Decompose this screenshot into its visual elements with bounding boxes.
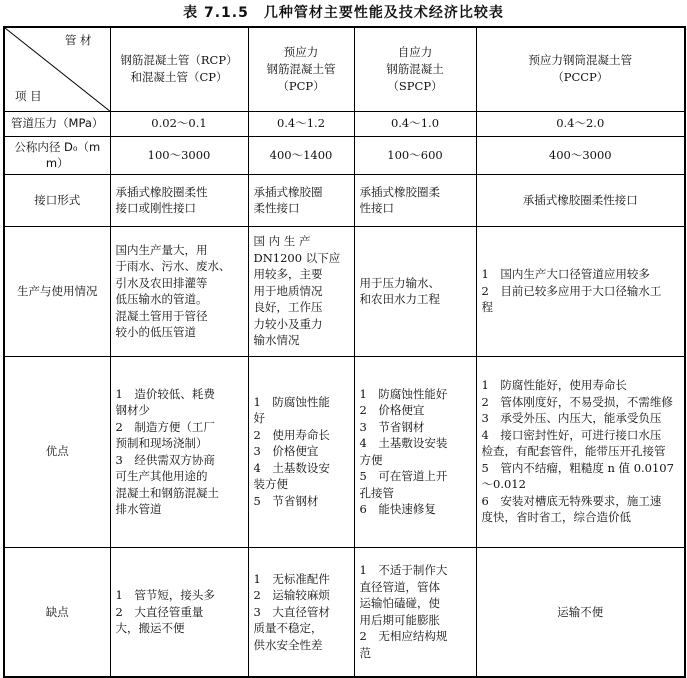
cell-value: 0.4～1.0 <box>354 111 476 136</box>
cell-line: 于雨水、污水、废水、 <box>115 259 231 273</box>
cell-line: 混凝土管用于管径 <box>115 308 208 323</box>
cell-line: 程 <box>481 300 493 315</box>
cell-joint-spcp <box>354 174 476 226</box>
cell-line: 用较多，主要 <box>253 267 323 282</box>
col-header-line: 预应力 <box>283 44 319 59</box>
cell-line: 2 目前已较多应用于大口径输水工 <box>481 283 662 298</box>
cell-line: 2 管体刚度好，不易受损，不需维修 <box>481 394 673 409</box>
cell-line: 国 内 生 产 <box>253 234 311 249</box>
cell-line: 3 大直径管材 <box>253 604 330 619</box>
cell-joint-pccp: 承插式橡胶圈柔性接口 <box>476 174 685 226</box>
cell-line: DN1200 以下应 <box>253 250 341 265</box>
row-label-joint: 接口形式 <box>4 174 110 226</box>
cell-line: 可生产其他用途的 <box>115 469 208 483</box>
row-diameter <box>4 136 685 174</box>
row-label-pressure: 管道压力（MPa） <box>4 111 110 136</box>
cell-line: 力较小及重力 <box>253 316 323 331</box>
cell-line: 直径管道，管体 <box>359 579 440 594</box>
row-label-usage: 生产与使用情况 <box>4 226 110 356</box>
row-pressure <box>4 111 685 136</box>
cell-line: 预制和现场浇制） <box>115 436 208 450</box>
cell-line: 2 使用寿命长 <box>253 427 330 442</box>
cell-line: 柔性接口 <box>253 201 300 215</box>
cell-line: 大，搬运不便 <box>115 621 185 635</box>
header-row <box>4 27 685 111</box>
cell-line: 5 管内不结瘤，粗糙度 n 值 0.0107 <box>481 460 674 475</box>
cell-line: 5 节省钢材 <box>253 493 319 508</box>
cell-line: 输水情况 <box>253 333 300 348</box>
corner-top-label: 管 材 <box>64 33 92 47</box>
cell-value: 0.4～2.0 <box>476 111 685 136</box>
cell-line: 排水管道 <box>115 502 162 516</box>
cell-dis-pcp <box>248 547 354 677</box>
cell-line: 3 节省钢材 <box>359 419 425 434</box>
comparison-table <box>3 26 686 678</box>
cell-value: 0.4～1.2 <box>248 111 354 136</box>
cell-line: 2 大直径管重量 <box>115 604 204 619</box>
cell-line: 承插式橡胶圈柔性 <box>115 184 208 199</box>
cell-usage-rcp <box>110 226 248 356</box>
cell-line: 用后期可能膨胀 <box>359 612 440 627</box>
cell-usage-pcp <box>248 226 354 356</box>
cell-line: 2 运输较麻烦 <box>253 588 330 602</box>
cell-line: 5 可在管道上开 <box>359 469 448 483</box>
col-header-line: 和混凝土管（CP） <box>130 70 228 85</box>
col-header-line: （SPCP） <box>387 78 443 93</box>
cell-line: 6 安装对槽底无特殊要求，施工速 <box>481 493 662 508</box>
cell-value: 400～1400 <box>248 136 354 174</box>
corner-cell <box>4 27 110 111</box>
cell-adv-rcp <box>110 356 248 547</box>
col-header-line: 预应力钢筒混凝土管 <box>528 53 632 68</box>
row-disadvantages <box>4 547 685 677</box>
cell-usage-spcp <box>354 226 476 356</box>
cell-line: 装方便 <box>253 477 288 492</box>
cell-line: 良好，工作压 <box>253 300 323 315</box>
cell-line: 引水及农田排灌等 <box>115 275 208 290</box>
cell-line: 2 无相应结构规 <box>359 629 448 644</box>
row-usage <box>4 226 685 356</box>
cell-line: 4 接口密封性好，可进行接口水压 <box>481 427 662 442</box>
cell-line: 范 <box>359 645 371 660</box>
cell-line: 3 承受外压、内压大，能承受负压 <box>481 411 662 426</box>
row-advantages <box>4 356 685 547</box>
col-header-pcp <box>248 27 354 111</box>
cell-line: 度快，省时省工，综合造价低 <box>481 510 631 525</box>
row-label-diameter: 公称内径 D₀（mm） <box>4 136 110 174</box>
col-header-pccp <box>476 27 685 111</box>
cell-line: 1 防腐性能好，使用寿命长 <box>481 378 627 393</box>
cell-line: 检查，有配套管件，能带压开孔接管 <box>481 444 666 459</box>
cell-line: 6 能快速修复 <box>359 502 436 516</box>
cell-value: 400～3000 <box>476 136 685 174</box>
col-header-rcp <box>110 27 248 111</box>
cell-joint-rcp <box>110 174 248 226</box>
cell-line: 1 无标准配件 <box>253 571 330 586</box>
cell-line: 2 制造方便（工厂 <box>115 419 215 434</box>
cell-line: 较小的低压管道 <box>115 325 196 339</box>
cell-line: 3 经供需双方协商 <box>115 452 215 467</box>
cell-line: 2 价格便宜 <box>359 403 425 417</box>
cell-adv-spcp <box>354 356 476 547</box>
cell-line: 国内生产量大，用 <box>115 242 208 257</box>
cell-line: 方便 <box>359 452 383 467</box>
cell-dis-rcp <box>110 547 248 677</box>
row-joint <box>4 174 685 226</box>
cell-usage-pccp <box>476 226 685 356</box>
row-label-disadvantages: 缺点 <box>4 547 110 677</box>
col-header-line: （PCP） <box>277 78 325 93</box>
cell-dis-spcp <box>354 547 476 677</box>
cell-line: 用于地质情况 <box>253 283 323 298</box>
cell-line: 钢材少 <box>115 403 150 417</box>
corner-bottom-label: 项 目 <box>15 89 42 103</box>
col-header-line: 钢筋混凝土管 <box>266 61 336 76</box>
cell-line: 混凝土和钢筋混凝土 <box>115 485 219 500</box>
col-header-line: 钢筋混凝土 <box>386 61 444 76</box>
cell-line: 1 防腐蚀性能 <box>253 394 330 409</box>
cell-line: 承插式橡胶圈柔 <box>359 184 440 199</box>
cell-line: 运输怕磕碰，使 <box>359 596 440 611</box>
cell-line: 孔接管 <box>359 485 394 500</box>
cell-line: 1 造价较低、耗费 <box>115 386 215 401</box>
cell-line: 用于压力输水、 <box>359 275 440 290</box>
cell-value: 100～3000 <box>110 136 248 174</box>
cell-joint-pcp <box>248 174 354 226</box>
col-header-line: （PCCP） <box>552 70 609 85</box>
cell-line: ～0.012 <box>481 477 526 492</box>
col-header-line: 自应力 <box>397 44 433 59</box>
cell-line: 和农田水力工程 <box>359 292 440 306</box>
row-label-advantages: 优点 <box>4 356 110 547</box>
cell-line: 好 <box>253 411 265 426</box>
cell-line: 供水安全性差 <box>253 637 323 652</box>
cell-line: 1 防腐蚀性能好 <box>359 386 448 401</box>
cell-value: 0.02～0.1 <box>110 111 248 136</box>
cell-line: 承插式橡胶圈 <box>253 184 323 199</box>
cell-line: 3 价格便宜 <box>253 444 319 459</box>
cell-line: 接口或刚性接口 <box>115 201 196 215</box>
cell-line: 1 不适于制作大 <box>359 563 448 578</box>
cell-line: 低压输水的管道。 <box>115 292 208 306</box>
col-header-spcp <box>354 27 476 111</box>
cell-dis-pccp: 运输不便 <box>476 547 685 677</box>
cell-line: 1 国内生产大口径管道应用较多 <box>481 267 650 282</box>
cell-line: 质量不稳定， <box>253 621 323 635</box>
cell-value: 100～600 <box>354 136 476 174</box>
table-title: 表 7.1.5 几种管材主要性能及技术经济比较表 <box>183 5 504 21</box>
cell-line: 4 土基敷设安装 <box>359 436 448 450</box>
cell-adv-pccp <box>476 356 685 547</box>
col-header-line: 钢筋混凝土管（RCP） <box>120 53 238 68</box>
cell-adv-pcp <box>248 356 354 547</box>
cell-line: 性接口 <box>359 201 394 215</box>
cell-line: 4 土基数设安 <box>253 460 330 475</box>
cell-line: 1 管节短，接头多 <box>115 588 215 602</box>
